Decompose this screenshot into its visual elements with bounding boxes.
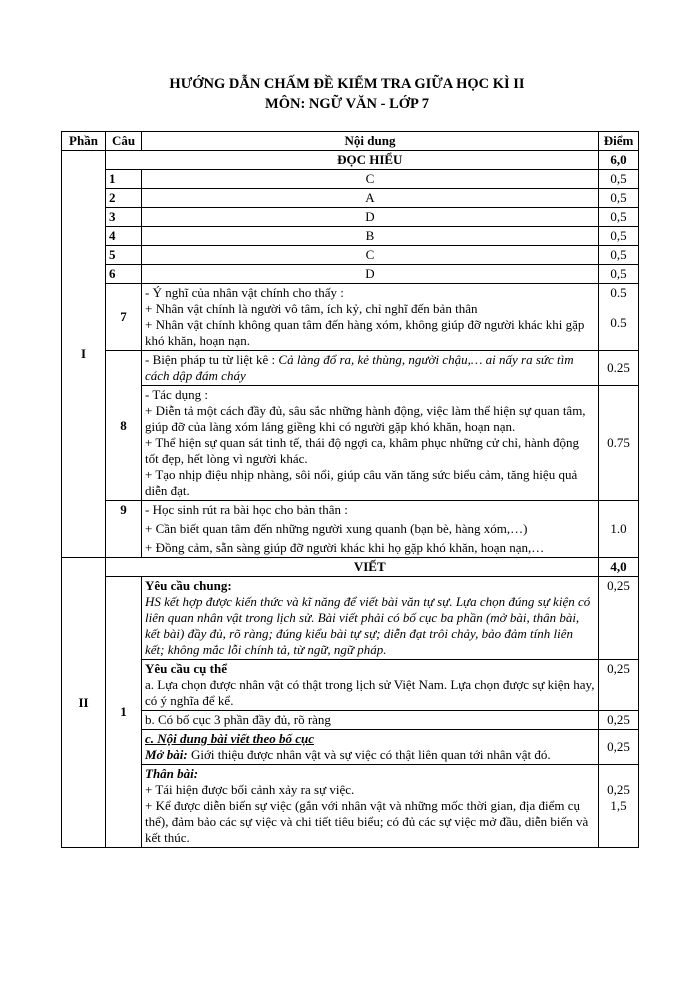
score-cell: 0,5: [599, 246, 639, 265]
q8-td-intro: - Tác dụng :: [145, 387, 208, 402]
section-title-viet: VIẾT: [142, 558, 599, 577]
header-noidung: Nội dung: [142, 132, 599, 151]
question-7-content: [142, 284, 599, 351]
section-score-doc-hieu: 6,0: [599, 151, 639, 170]
question-9-row: [62, 501, 639, 558]
intro-req-row: [62, 730, 639, 765]
q7-intro: - Ý nghĩ của nhân vật chính cho thấy :: [145, 285, 344, 300]
header-phan: Phần: [62, 132, 106, 151]
score-cell: 0,5: [599, 265, 639, 284]
than-line2: + Kể được diễn biến sự việc (gắn với nhân vật và những mốc thời gian, địa điểm cụ thể), đảm bảo các sự việc và chi tiết tiêu biểu; có đủ các sự việc mở đầu, diễn biến và kết thúc.: [145, 798, 589, 845]
grading-table: [61, 131, 639, 848]
table-row: [62, 189, 639, 208]
answer-cell: D: [142, 208, 599, 227]
question-8-row-b: [62, 386, 639, 501]
specific-body: a. Lựa chọn được nhân vật có thật trong lịch sử Việt Nam. Lựa chọn được sự kiện hay, có ý nghĩa để kể.: [145, 677, 595, 708]
q9-intro: - Học sinh rút ra bài học cho bản thân :: [145, 502, 348, 517]
body-scores: [599, 765, 639, 848]
than-bai-label: Thân bài:: [145, 766, 199, 781]
body-req: [142, 765, 599, 848]
intro-req: [142, 730, 599, 765]
layout-score: 0,25: [599, 711, 639, 730]
q8-bp: [142, 351, 599, 386]
specific-heading: Yêu cầu cụ thể: [145, 661, 227, 676]
section-spacer: [106, 151, 142, 170]
question-number: 3: [106, 208, 142, 227]
mo-bai-text: Giới thiệu được nhân vật và sự việc có thật liên quan tới nhân vật đó.: [187, 747, 551, 762]
content-heading: c. Nội dung bài viết theo bố cục: [145, 731, 314, 746]
q8-td: [142, 386, 599, 501]
question-number: 9: [106, 501, 142, 558]
q8-td2: + Thể hiện sự quan sát tinh tế, thái độ ngợi ca, khâm phục những cử chỉ, hành động tốt đẹp, hết lòng vì người khác.: [145, 435, 580, 466]
q7-line2: + Nhân vật chính không quan tâm đến hàng xóm, không giúp đỡ người khác khi gặp khó khăn, hoạn nạn.: [145, 317, 585, 348]
intro-score: 0,25: [599, 730, 639, 765]
answer-cell: B: [142, 227, 599, 246]
score-cell: 0,5: [599, 208, 639, 227]
general-req-row: [62, 577, 639, 660]
section-row-viet: [62, 558, 639, 577]
section-title-doc-hieu: ĐỌC HIỂU: [142, 151, 599, 170]
header-cau: Câu: [106, 132, 142, 151]
answer-cell: D: [142, 265, 599, 284]
table-row: [62, 246, 639, 265]
question-number: 2: [106, 189, 142, 208]
table-row: [62, 227, 639, 246]
than-score1: 0,25: [607, 782, 630, 797]
answer-cell: A: [142, 189, 599, 208]
specific-req: [142, 660, 599, 711]
q7-line1: + Nhân vật chính là người vô tâm, ích kỷ, chỉ nghĩ đến bản thân: [145, 301, 478, 316]
question-number: 5: [106, 246, 142, 265]
table-row: [62, 208, 639, 227]
table-header-row: [62, 132, 639, 151]
general-req: [142, 577, 599, 660]
q8-bp-italic: Cả làng đổ ra, kẻ thùng, người chậu,… ai nấy ra sức tìm cách dập đám cháy: [145, 352, 574, 383]
header-diem: Điểm: [599, 132, 639, 151]
question-7-scores: [599, 284, 639, 351]
table-row: [62, 265, 639, 284]
answer-cell: C: [142, 246, 599, 265]
q9-content: [142, 501, 599, 558]
document-header: [0, 74, 694, 114]
general-score: 0,25: [599, 577, 639, 660]
part-label-1: I: [62, 151, 106, 558]
q7-score1: 0.5: [610, 285, 627, 300]
q8-bp-score: 0.25: [599, 351, 639, 386]
than-score2: 1,5: [610, 798, 627, 813]
question-number: 1: [106, 170, 142, 189]
question-number: 7: [106, 284, 142, 351]
score-cell: 0,5: [599, 189, 639, 208]
doc-title: HƯỚNG DẪN CHẤM ĐỀ KIỂM TRA GIỮA HỌC KÌ II: [169, 76, 525, 92]
question-8-row-a: [62, 351, 639, 386]
specific-req-row: [62, 660, 639, 711]
question-number: 8: [106, 351, 142, 501]
question-number: 1: [106, 577, 142, 848]
specific-score: 0,25: [599, 660, 639, 711]
layout-req-row: [62, 711, 639, 730]
question-number: 4: [106, 227, 142, 246]
answer-cell: C: [142, 170, 599, 189]
doc-subtitle: MÔN: NGỮ VĂN - LỚP 7: [265, 96, 429, 112]
than-line1: + Tái hiện được bối cảnh xảy ra sự việc.: [145, 782, 355, 797]
q8-bp-prefix: - Biện pháp tu từ liệt kê :: [145, 352, 279, 367]
general-heading: Yêu cầu chung:: [145, 578, 232, 593]
body-req-row: [62, 765, 639, 848]
section-row-doc-hieu: [62, 151, 639, 170]
q8-td-score: 0.75: [599, 386, 639, 501]
section-spacer: [106, 558, 142, 577]
layout-req: b. Có bố cục 3 phần đầy đủ, rõ ràng: [142, 711, 599, 730]
section-score-viet: 4,0: [599, 558, 639, 577]
score-cell: 0,5: [599, 227, 639, 246]
q8-td1: + Diễn tả một cách đầy đủ, sâu sắc những hành động, việc làm thể hiện sự quan tâm, giúp đỡ của làng xóm láng giềng khi có người gặp khó khăn, hoạn nạn.: [145, 403, 586, 434]
question-7-row: [62, 284, 639, 351]
q9-line1: + Cần biết quan tâm đến những người xung quanh (bạn bè, hàng xóm,…): [145, 521, 528, 536]
q9-line2: + Đồng cảm, sẵn sàng giúp đỡ người khác khi họ gặp khó khăn, hoạn nạn,…: [145, 540, 545, 555]
q7-score2: 0.5: [610, 315, 627, 330]
q9-score: 1.0: [599, 501, 639, 558]
part-label-2: II: [62, 558, 106, 848]
question-number: 6: [106, 265, 142, 284]
general-body: HS kết hợp được kiến thức và kĩ năng để viết bài văn tự sự. Lựa chọn đúng sự kiện có liên quan nhân vật trong lịch sử. Bài viết phải có bố cục ba phần (mở bài, thân bài, kết bài) đầy đủ, rõ ràng; đúng kiểu bài tự sự; diễn đạt trôi chảy, bảo đảm tính liên kết; không mắc lỗi chính tả, từ ngữ, ngữ pháp.: [145, 594, 591, 657]
q8-td3: + Tạo nhịp điệu nhịp nhàng, sôi nổi, giúp câu văn tăng sức biểu cảm, tăng hiệu quả diễn đạt.: [145, 467, 578, 498]
score-cell: 0,5: [599, 170, 639, 189]
table-row: [62, 170, 639, 189]
mo-bai-label: Mở bài:: [145, 747, 188, 762]
